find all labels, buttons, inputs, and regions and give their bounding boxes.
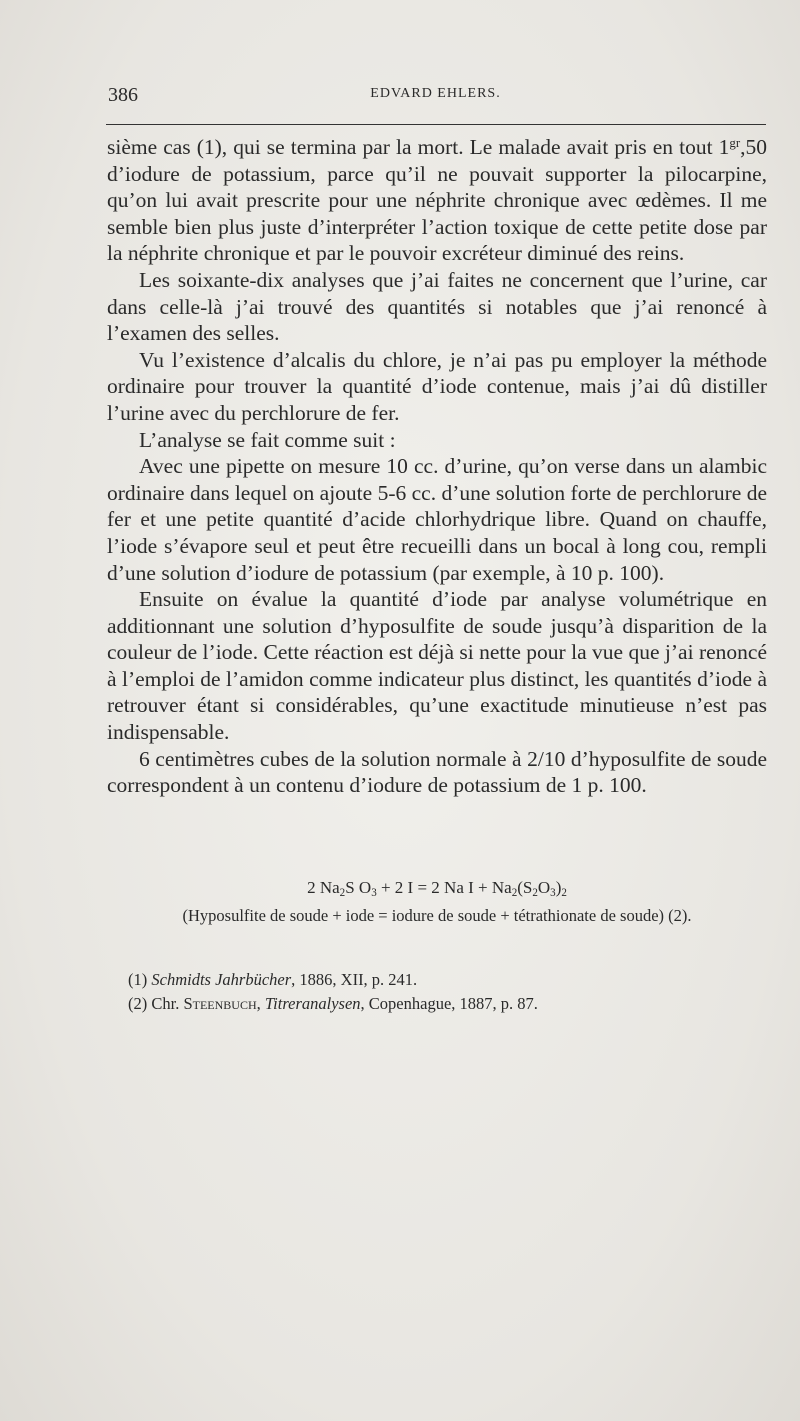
footnote-title: Schmidts Jahrbücher (151, 970, 292, 989)
formula-subscript: 3 (550, 886, 556, 899)
paragraph: Avec une pipette on mesure 10 cc. d’urine, qu’on verse dans un alambic ordinaire dans lequel on ajoute 5-6 cc. d’une solution forte de perchlorure de fer et une petite quantité d’acide chlorhydrique libre. Quand on chauffe, l’iode s’évapore seul et peut être recueilli dans un bocal à long cou, rempli d’une solution d’iodure de potassium (par exemple, à 10 p. 100). (107, 454, 767, 585)
paragraph (107, 134, 767, 267)
formula-subscript: 2 (511, 886, 518, 899)
footnote-1 (128, 968, 768, 992)
formula-subscript: 3 (371, 886, 377, 899)
footnote-text: , (256, 993, 265, 1013)
footnote-author: Steenbuch (183, 993, 257, 1013)
paragraph: Ensuite on évalue la quantité d’iode par analyse volumétrique en additionnant une solution d’hyposulfite de soude jusqu’à disparition de la couleur de l’iode. Cette réaction est déjà si nette pour la vue que j’ai renoncé à l’emploi de l’amidon comme indicateur plus distinct, les quantités d’iode à retrouver étant si considérables, qu’une exactitude minutieuse n’est pas indispensable. (107, 587, 767, 745)
formula-part: O (537, 878, 551, 897)
running-head: EDVARD EHLERS. (370, 86, 501, 101)
paragraph: 6 centimètres cubes de la solution normale à 2/10 d’hyposulfite de soude correspondent à un contenu d’iodure de potassium de 1 p. 100. (107, 746, 767, 798)
footnote-title: Titreranalysen (264, 993, 361, 1013)
page-header (108, 84, 763, 108)
footnote-2 (128, 992, 768, 1016)
paragraph: L’analyse se fait comme suit : (139, 427, 396, 452)
paragraph: Les soixante-dix analyses que j’ai faites ne concernent que l’urine, car dans celle-là j’ai trouvé des quantités si notables que j’ai renoncé à l’examen des selles. (107, 267, 767, 346)
equation-legend: (Hyposulfite de soude + iode = iodure de soude + tétrathionate de soude) (2). (182, 906, 692, 925)
footnote-text: , Copenhague, 1887, p. 87. (360, 993, 538, 1013)
paragraph-text: sième cas (1), qui se termina par la mort. Le malade avait pris en tout 1 (107, 135, 730, 159)
body-text (107, 134, 767, 799)
page-number: 386 (108, 84, 138, 106)
formula-subscript: 2 (339, 886, 346, 899)
footnotes (128, 968, 768, 1015)
formula-part: (S (517, 878, 533, 897)
formula-part: 2 Na (307, 878, 340, 897)
chemical-equation (107, 878, 767, 898)
formula-subscript: 2 (561, 886, 567, 899)
paragraph-text: ,50 d’iodure de potassium, parce qu’il ne pouvait supporter la pilocarpine, qu’on lui avait prescrite pour une néphrite chronique avec œdèmes. Il me semble bien plus juste d’interpréter l’action toxique de cette petite dose par la néphrite chronique et par le pouvoir excréteur diminué des reins. (107, 135, 767, 266)
formula-part: + 2 I = 2 Na I + Na (376, 878, 512, 897)
paragraph: Vu l’existence d’alcalis du chlore, je n’ai pas pu employer la méthode ordinaire pour trouver la quantité d’iode contenue, mais j’ai dû distiller l’urine avec du perchlorure de fer. (107, 347, 767, 425)
formula-part: S O (345, 878, 372, 897)
header-rule (106, 124, 766, 125)
footnote-text: , 1886, XII, p. 241. (291, 970, 418, 989)
formula-subscript: 2 (532, 886, 538, 899)
footnote-number: (1) (128, 970, 152, 989)
formula-part: ) (555, 878, 562, 897)
footnote-number: (2) Chr. (128, 993, 184, 1013)
unit-superscript: gr (729, 135, 741, 150)
